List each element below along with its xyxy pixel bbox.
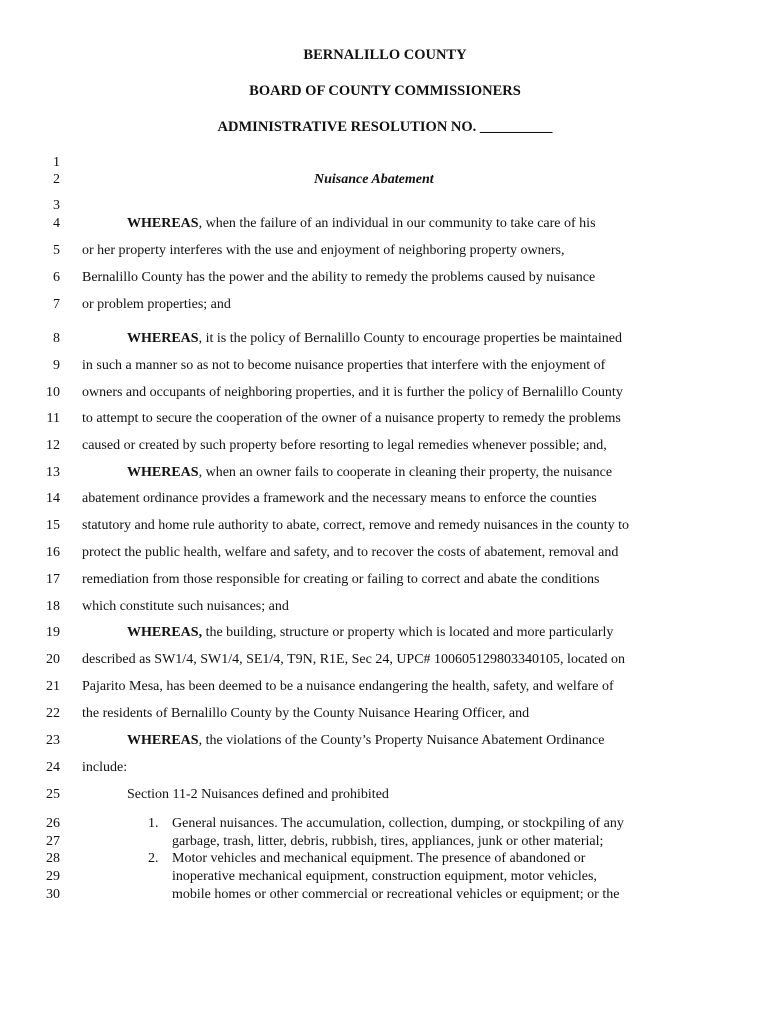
line-number: 20 [46,652,60,667]
body-line: abatement ordinance provides a framework and the necessary means to enforce the counties [82,491,597,506]
body-line [127,733,605,749]
line-number: 21 [46,679,60,694]
list-item-line: garbage, trash, litter, debris, rubbish, tires, appliances, junk or other material; [172,834,604,849]
body-line: include: [82,760,128,775]
line-number: 30 [46,887,60,902]
line-number: 19 [46,625,60,640]
body-line [127,331,622,347]
line-number: 22 [46,706,60,721]
body-line: statutory and home rule authority to abate, correct, remove and remedy nuisances in the county to [82,518,629,533]
body-line [127,465,612,481]
body-line: or problem properties; and [82,297,231,312]
body-line: or her property interferes with the use and enjoyment of neighboring property owners, [82,243,565,258]
line-number: 9 [53,358,60,373]
list-item-line: inoperative mechanical equipment, construction equipment, motor vehicles, [172,869,597,884]
list-marker: 2. [148,851,159,866]
whereas-label: WHEREAS [127,733,199,748]
body-line: to attempt to secure the cooperation of the owner of a nuisance property to remedy the problems [82,411,621,426]
body-line: Pajarito Mesa, has been deemed to be a nuisance endangering the health, safety, and welfare of [82,679,614,694]
body-line [127,625,613,641]
body-text: , when the failure of an individual in our community to take care of his [198,216,596,231]
line-number: 11 [46,411,60,426]
line-number: 4 [53,216,60,231]
line-number: 23 [46,733,60,748]
list-item-line: mobile homes or other commercial or recreational vehicles or equipment; or the [172,887,620,902]
line-number: 13 [46,465,60,480]
body-line: owners and occupants of neighboring properties, and it is further the policy of Bernalillo County [82,385,623,400]
line-number: 12 [46,438,60,453]
line-number: 17 [46,572,60,587]
line-number: 3 [53,198,60,213]
county-heading: BERNALILLO COUNTY [303,47,467,63]
whereas-label: WHEREAS, [127,625,203,640]
body-text: , the violations of the County’s Property Nuisance Abatement Ordinance [198,733,605,748]
body-text: , when an owner fails to cooperate in cleaning their property, the nuisance [198,465,613,480]
body-line: described as SW1/4, SW1/4, SE1/4, T9N, R1E, Sec 24, UPC# 100605129803340105, located on [82,652,625,667]
line-number: 2 [53,172,60,187]
line-number: 16 [46,545,60,560]
body-line: remediation from those responsible for creating or failing to correct and abate the conditions [82,572,600,587]
line-number: 14 [46,491,60,506]
line-number: 8 [53,331,60,346]
body-text: , it is the policy of Bernalillo County to encourage properties be maintained [198,331,622,346]
line-number: 27 [46,834,60,849]
list-item-line: Motor vehicles and mechanical equipment. The presence of abandoned or [172,851,586,866]
body-line: in such a manner so as not to become nuisance properties that interfere with the enjoyment of [82,358,606,373]
board-heading: BOARD OF COUNTY COMMISSIONERS [249,83,521,99]
line-number: 6 [53,270,60,285]
line-number: 29 [46,869,60,884]
whereas-label: WHEREAS [127,216,199,231]
line-number: 28 [46,851,60,866]
line-number: 15 [46,518,60,533]
body-line: Bernalillo County has the power and the ability to remedy the problems caused by nuisance [82,270,596,285]
resolution-heading: ADMINISTRATIVE RESOLUTION NO. __________ [217,119,553,135]
body-line [127,216,596,232]
document-title: Nuisance Abatement [314,172,434,187]
line-number: 18 [46,599,60,614]
body-line: protect the public health, welfare and safety, and to recover the costs of abatement, removal and [82,545,619,560]
line-number: 10 [46,385,60,400]
body-line: caused or created by such property before resorting to legal remedies whenever possible; and, [82,438,607,453]
line-number: 5 [53,243,60,258]
line-number: 25 [46,787,60,802]
line-number: 7 [53,297,60,312]
section-heading: Section 11-2 Nuisances defined and prohibited [127,787,389,802]
body-line: the residents of Bernalillo County by the County Nuisance Hearing Officer, and [82,706,530,721]
line-number: 1 [53,155,60,170]
body-line: which constitute such nuisances; and [82,599,289,614]
list-item-line: General nuisances. The accumulation, collection, dumping, or stockpiling of any [172,816,624,831]
line-number: 26 [46,816,60,831]
body-text: the building, structure or property which is located and more particularly [202,625,614,640]
line-number: 24 [46,760,60,775]
list-marker: 1. [148,816,159,831]
whereas-label: WHEREAS [127,331,199,346]
whereas-label: WHEREAS [127,465,199,480]
